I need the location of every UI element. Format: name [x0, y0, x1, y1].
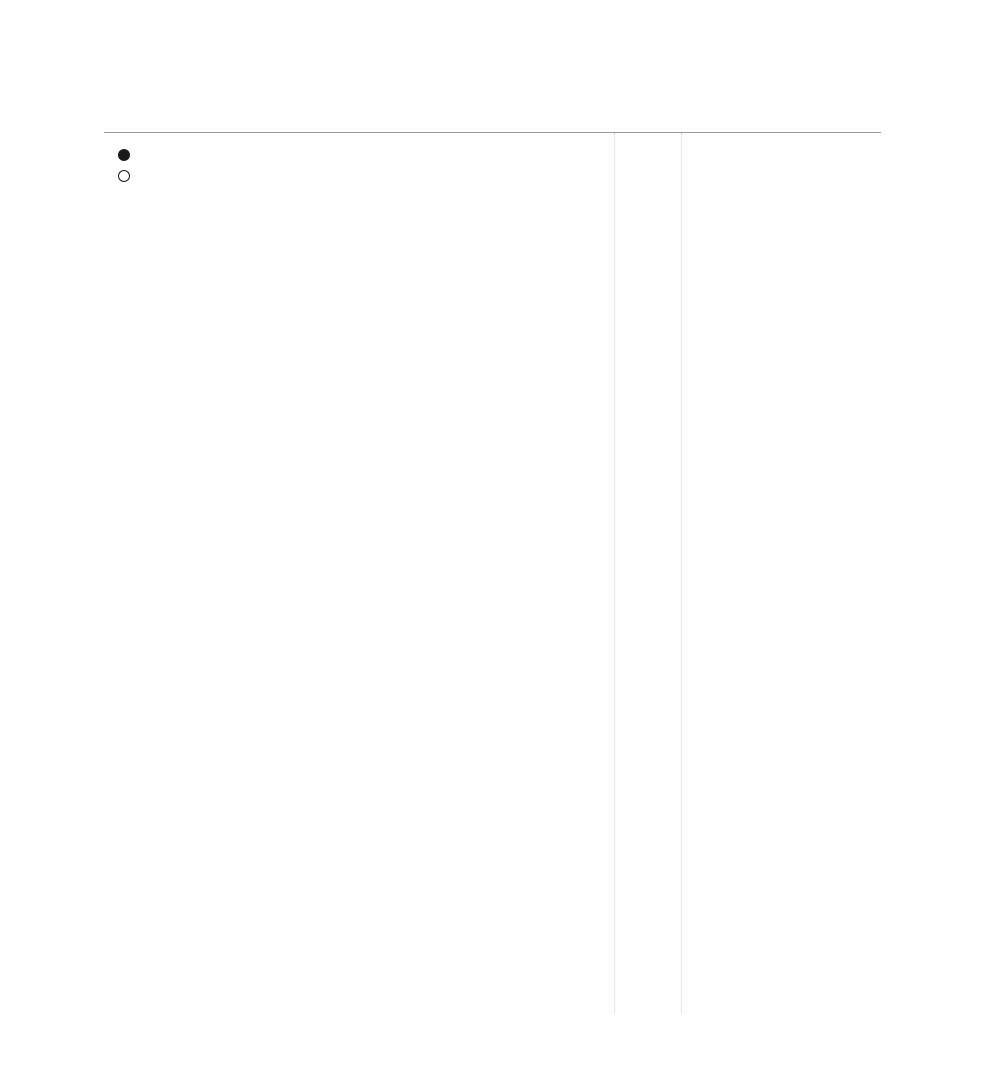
- column-divider: [614, 133, 615, 1013]
- filled-circle-icon: [118, 149, 130, 161]
- legend-item-optional: [118, 165, 146, 186]
- open-circle-icon: [118, 170, 130, 182]
- top-rule: [104, 132, 881, 133]
- legend-item-standard: [118, 144, 146, 165]
- column-divider: [681, 133, 682, 1013]
- legend: [118, 144, 146, 186]
